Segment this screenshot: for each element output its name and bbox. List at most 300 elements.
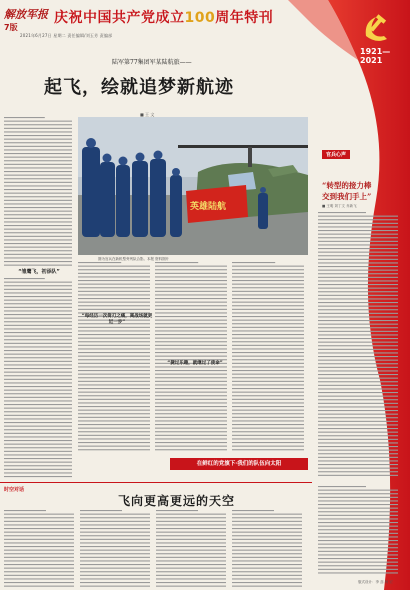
text-line [4, 510, 46, 511]
text-line [78, 395, 150, 396]
text-line [4, 243, 72, 244]
text-line [232, 266, 304, 267]
text-line [232, 517, 302, 518]
text-line [318, 504, 398, 505]
text-line [232, 284, 304, 285]
text-line [232, 528, 302, 529]
text-line [80, 575, 150, 576]
text-line [155, 417, 227, 418]
text-line [4, 575, 74, 576]
text-line [4, 400, 72, 401]
text-line [78, 374, 150, 375]
text-line [4, 318, 72, 319]
text-line [4, 289, 72, 290]
text-line [318, 270, 398, 271]
text-line [4, 236, 72, 237]
text-line [318, 432, 398, 433]
text-line [318, 378, 398, 379]
text-line [155, 381, 227, 382]
text-line [232, 449, 304, 450]
subhead-2: “每经历一次倚刃之痛，离战场就更近一步” [81, 314, 153, 325]
text-line [78, 402, 150, 403]
text-line [155, 330, 227, 331]
text-line [80, 550, 150, 551]
text-line [4, 265, 72, 266]
text-line [232, 553, 302, 554]
text-line [155, 428, 227, 429]
newspaper-logo: 解放军报 [4, 8, 48, 21]
text-line [4, 339, 72, 340]
text-line [155, 262, 198, 263]
text-line [156, 578, 226, 579]
text-line [318, 298, 398, 299]
text-line [318, 533, 398, 534]
text-line [155, 284, 227, 285]
text-line [318, 475, 398, 476]
text-line [232, 276, 304, 277]
photo-caption: 图为官兵在新机型旁列队合影。本报 资料图片 [98, 257, 170, 261]
text-line [4, 546, 74, 547]
text-line [318, 464, 398, 465]
text-line [78, 294, 150, 295]
text-line [78, 406, 150, 407]
text-line [4, 411, 72, 412]
text-line [80, 553, 150, 554]
text-line [232, 269, 304, 270]
text-line [78, 449, 150, 450]
text-line [318, 421, 398, 422]
text-line [318, 417, 398, 418]
text-line [156, 586, 226, 587]
text-line [318, 237, 398, 238]
text-line [80, 539, 150, 540]
text-line [4, 354, 72, 355]
text-line [232, 557, 302, 558]
text-line [4, 436, 72, 437]
text-line [4, 440, 72, 441]
text-line [155, 384, 227, 385]
text-line [232, 424, 304, 425]
text-line [155, 302, 227, 303]
text-line [4, 300, 72, 301]
text-line [78, 446, 150, 447]
text-line [4, 257, 72, 258]
text-line [232, 320, 304, 321]
text-line [318, 370, 398, 371]
text-line [4, 422, 72, 423]
helicopter-photo [78, 117, 308, 255]
section-tag-time-dialogue: 时空对话 [4, 487, 25, 493]
text-line [232, 521, 302, 522]
text-line [232, 395, 304, 396]
text-line [232, 334, 304, 335]
text-line [78, 287, 150, 288]
text-line [4, 157, 72, 158]
text-line [232, 359, 304, 360]
text-line [232, 568, 302, 569]
text-line [155, 399, 227, 400]
text-line [78, 341, 150, 342]
text-line [4, 451, 72, 452]
text-line [80, 542, 150, 543]
text-line [155, 312, 227, 313]
text-line [4, 397, 72, 398]
text-line [155, 327, 227, 328]
text-line [4, 404, 72, 405]
text-line [4, 153, 72, 154]
text-line [232, 341, 304, 342]
text-line [156, 539, 226, 540]
text-line [78, 262, 121, 263]
text-line [78, 420, 150, 421]
page-footer: 版式设计：李 蕊 杨 宏 [358, 580, 393, 584]
text-line [155, 420, 227, 421]
text-line [4, 343, 72, 344]
text-line [156, 517, 226, 518]
text-line [4, 429, 72, 430]
text-line [4, 357, 72, 358]
text-line [318, 392, 398, 393]
text-line [232, 323, 304, 324]
text-line [155, 269, 227, 270]
text-line [318, 468, 398, 469]
special-issue-banner [54, 7, 273, 27]
text-line [318, 388, 398, 389]
page-number: 7版 [4, 23, 18, 32]
text-line [155, 276, 227, 277]
text-line [318, 226, 398, 227]
text-line [318, 558, 398, 559]
bottom-headline: 飞向更高更远的天空 [118, 494, 236, 508]
text-line [318, 551, 398, 552]
text-line [156, 575, 226, 576]
text-line [155, 273, 227, 274]
text-line [155, 449, 227, 450]
text-line [4, 135, 72, 136]
text-line [232, 446, 304, 447]
subhead-3: “捷过乐趣，就继过了使命” [167, 361, 223, 366]
text-line [78, 435, 150, 436]
text-line [156, 557, 226, 558]
text-line [4, 178, 72, 179]
text-line [4, 458, 72, 459]
text-line [318, 399, 398, 400]
text-line [155, 320, 227, 321]
text-line [318, 511, 398, 512]
text-line [232, 345, 304, 346]
text-line [80, 521, 150, 522]
text-line [318, 309, 398, 310]
text-line [4, 167, 72, 168]
text-line [78, 438, 150, 439]
text-line [155, 341, 227, 342]
text-line [4, 361, 72, 362]
text-line [318, 367, 398, 368]
text-line [4, 375, 72, 376]
text-line [318, 439, 398, 440]
text-line [155, 294, 227, 295]
text-line [4, 332, 72, 333]
text-line [318, 216, 398, 217]
text-line [4, 232, 72, 233]
text-line [156, 514, 226, 515]
text-line [4, 128, 72, 129]
text-line [232, 298, 304, 299]
text-line [318, 324, 398, 325]
text-line [155, 410, 227, 411]
text-line [4, 121, 72, 122]
text-line [318, 522, 398, 523]
text-line [156, 582, 226, 583]
text-line [4, 447, 72, 448]
text-lines-sidebar [318, 212, 402, 482]
text-line [318, 569, 398, 570]
text-line [155, 298, 227, 299]
text-line [4, 185, 72, 186]
text-line [318, 219, 398, 220]
text-line [318, 273, 398, 274]
text-line [80, 528, 150, 529]
text-line [232, 510, 274, 511]
text-line [232, 309, 304, 310]
text-line [232, 366, 304, 367]
text-line [318, 457, 398, 458]
text-line [4, 196, 72, 197]
sidebar-title-line1: “转型的接力棒 [322, 181, 372, 190]
text-lines-bottom [4, 510, 304, 588]
text-line [155, 323, 227, 324]
text-line [4, 364, 72, 365]
text-line [4, 368, 72, 369]
text-line [318, 241, 398, 242]
text-line [78, 366, 150, 367]
text-line [80, 568, 150, 569]
text-line [155, 424, 227, 425]
text-line [232, 417, 304, 418]
text-line [78, 338, 150, 339]
text-line [78, 266, 150, 267]
text-line [4, 296, 72, 297]
text-line [78, 348, 150, 349]
article-headline: 起飞，绘就追梦新航迹 [44, 77, 234, 98]
text-line [232, 578, 302, 579]
text-line [232, 402, 304, 403]
text-line [78, 417, 150, 418]
text-line [318, 565, 398, 566]
text-line [318, 515, 398, 516]
text-line [232, 535, 302, 536]
text-line [155, 266, 227, 267]
text-line [4, 321, 72, 322]
text-line [232, 316, 304, 317]
text-line [318, 244, 398, 245]
text-line [318, 536, 398, 537]
text-line [232, 388, 304, 389]
text-line [318, 497, 398, 498]
text-line [4, 557, 74, 558]
text-line [156, 560, 226, 561]
text-line [4, 462, 72, 463]
text-line [318, 385, 398, 386]
text-line [318, 230, 398, 231]
text-line [232, 291, 304, 292]
text-line [156, 524, 226, 525]
text-line [78, 424, 150, 425]
text-line [232, 370, 304, 371]
text-line [4, 303, 72, 304]
text-line [232, 428, 304, 429]
text-line [318, 518, 398, 519]
text-line [318, 277, 398, 278]
text-line [318, 508, 398, 509]
text-line [4, 539, 74, 540]
text-line [78, 284, 150, 285]
text-line [155, 406, 227, 407]
text-line [156, 521, 226, 522]
text-line [318, 262, 398, 263]
text-line [232, 305, 304, 306]
text-line [78, 384, 150, 385]
text-line [232, 363, 304, 364]
text-line [318, 403, 398, 404]
text-line [318, 295, 398, 296]
text-line [232, 514, 302, 515]
text-line [156, 535, 226, 536]
text-line [4, 261, 72, 262]
text-line [78, 276, 150, 277]
text-line [4, 203, 72, 204]
text-line [318, 424, 398, 425]
text-line [155, 413, 227, 414]
text-line [318, 248, 398, 249]
text-line [318, 313, 398, 314]
text-line [232, 406, 304, 407]
text-line [318, 349, 398, 350]
text-line [4, 254, 72, 255]
text-line [156, 528, 226, 529]
text-line [318, 234, 398, 235]
text-line [4, 586, 74, 587]
text-line [156, 564, 226, 565]
text-line [4, 164, 72, 165]
text-line [318, 396, 398, 397]
text-line [80, 546, 150, 547]
text-line [318, 320, 398, 321]
text-line [232, 348, 304, 349]
text-line [78, 309, 150, 310]
text-line [4, 465, 72, 466]
text-line [78, 392, 150, 393]
text-line [4, 346, 72, 347]
text-line [4, 336, 72, 337]
text-line [318, 288, 398, 289]
text-line [155, 334, 227, 335]
text-line [232, 356, 304, 357]
text-line [318, 302, 398, 303]
text-line [4, 307, 72, 308]
text-line [232, 377, 304, 378]
sidebar-tag: 官兵心声 [322, 150, 350, 159]
text-line [4, 472, 72, 473]
text-line [78, 345, 150, 346]
text-line [78, 291, 150, 292]
text-line [78, 388, 150, 389]
text-line [155, 374, 227, 375]
text-line [156, 532, 226, 533]
text-line [4, 408, 72, 409]
text-line [4, 382, 72, 383]
text-line [318, 306, 398, 307]
text-line [232, 410, 304, 411]
text-line [318, 374, 398, 375]
text-line [78, 381, 150, 382]
text-line [78, 359, 150, 360]
text-line [155, 377, 227, 378]
text-line [4, 146, 72, 147]
text-line [4, 553, 74, 554]
text-line [318, 410, 398, 411]
text-lines-left [4, 117, 74, 267]
text-line [156, 568, 226, 569]
text-line [318, 280, 398, 281]
text-line [232, 381, 304, 382]
issue-line: 2021年6月27日 星期二 责任编辑/刘玉芳 责编部 [20, 33, 113, 38]
text-line [4, 528, 74, 529]
text-line [4, 433, 72, 434]
text-line [155, 316, 227, 317]
text-line [4, 229, 72, 230]
text-line [232, 399, 304, 400]
text-line [318, 356, 398, 357]
text-line [232, 327, 304, 328]
text-line [318, 212, 366, 213]
text-line [4, 564, 74, 565]
text-line [232, 542, 302, 543]
text-line [318, 442, 398, 443]
text-line [318, 540, 398, 541]
text-line [232, 438, 304, 439]
text-line [4, 444, 72, 445]
text-line [78, 356, 150, 357]
text-line [155, 402, 227, 403]
text-line [78, 410, 150, 411]
text-line [155, 370, 227, 371]
photo-banner-text: 英雄陆航 [190, 202, 227, 212]
text-line [4, 390, 72, 391]
text-line [318, 284, 398, 285]
text-line [318, 544, 398, 545]
text-line [78, 330, 150, 331]
text-line [78, 305, 150, 306]
sidebar-title [322, 180, 371, 202]
text-line [4, 285, 72, 286]
slogan-bar: 在鲜红的党旗下·我们的队伍向太阳 [170, 458, 308, 470]
text-line [4, 182, 72, 183]
text-line [155, 291, 227, 292]
text-line [318, 223, 398, 224]
text-line [4, 171, 72, 172]
text-line [318, 360, 398, 361]
text-line [4, 218, 72, 219]
text-line [155, 388, 227, 389]
text-line [80, 510, 122, 511]
text-line [318, 493, 398, 494]
text-line [4, 469, 72, 470]
text-line [4, 418, 72, 419]
text-line [4, 214, 72, 215]
text-line [4, 292, 72, 293]
text-line [318, 381, 398, 382]
